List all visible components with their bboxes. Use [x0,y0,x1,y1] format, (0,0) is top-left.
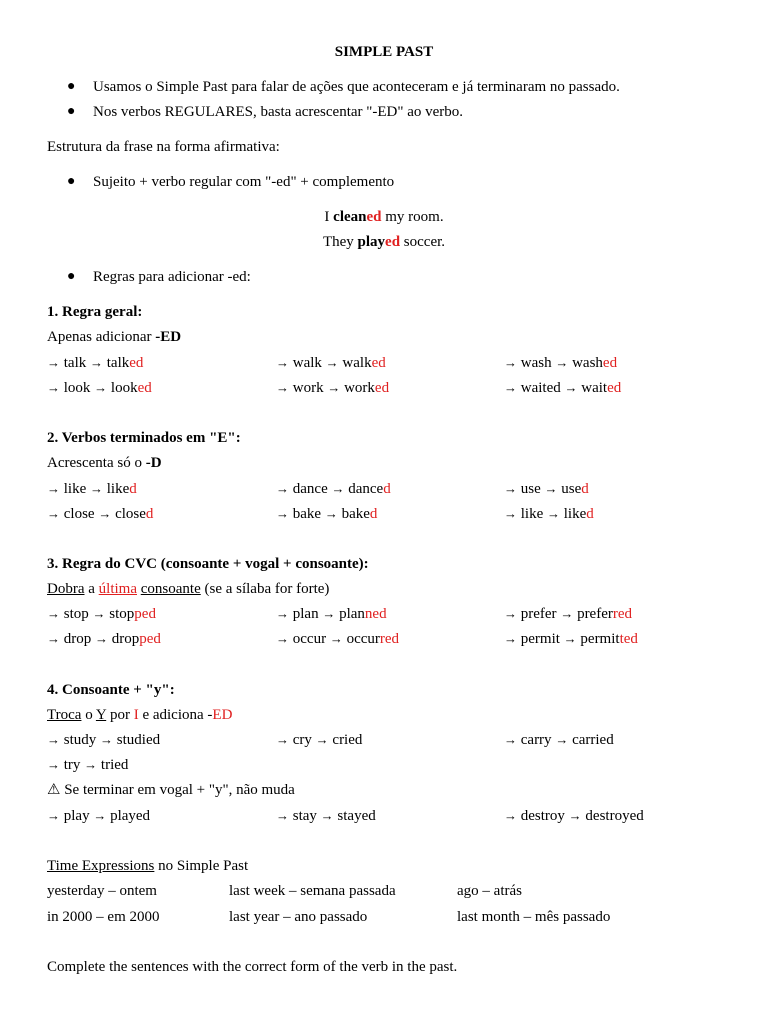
rule3-desc-ultima: última [98,581,137,597]
arrow-icon: → [327,380,341,395]
rule1-description [47,328,181,346]
verb-base: cry [289,732,316,748]
structure-label: Estrutura da frase na forma afirmativa: [47,139,280,155]
arrow-icon: → [555,355,569,370]
time-expression: last month – mês passado [457,909,611,925]
verb-past-suffix: ed [602,355,618,371]
arrow-icon: → [547,506,560,521]
verb-past: cried [328,732,363,748]
example-verb-stem: clean [333,209,367,225]
verb-past: destroyed [581,808,644,824]
verb-base: play [60,808,94,824]
verb-pair [504,630,638,648]
example-sentence-1 [47,208,721,226]
verb-pair [504,354,617,372]
bullet-icon: ● [67,269,76,284]
verb-past-stem: work [340,380,375,396]
arrow-icon: → [84,757,98,772]
verb-past-stem: wait [577,380,608,396]
verb-pair [276,505,377,523]
verb-base: plan [289,606,323,622]
verb-base: wash [517,355,556,371]
example-subject: They [322,234,358,250]
arrow-icon: → [560,606,574,621]
time-expression: last week – semana passada [229,883,396,899]
arrow-icon: → [504,732,517,747]
rule4-desc-y: Y [95,707,107,723]
arrow-icon: → [315,732,329,747]
verb-pair [276,807,376,825]
verb-pair [47,480,137,498]
verb-base: destroy [517,808,569,824]
rule1-desc-text: Apenas adicionar [47,329,156,345]
verb-base: stay [289,808,321,824]
exercise-instruction: Complete the sentences with the correct form of the verb in the past. [47,959,458,975]
arrow-icon: → [325,355,339,370]
example-verb-suffix: ed [385,234,401,250]
verb-past-suffix: d [145,506,154,522]
arrow-icon: → [544,481,558,496]
example-complement: soccer. [400,234,446,250]
arrow-icon: → [47,732,60,747]
verb-pair [47,379,152,397]
rule3-desc-consoante: consoante [140,581,201,597]
arrow-icon: → [322,606,336,621]
arrow-icon: → [276,506,289,521]
verb-past-suffix: ed [137,380,152,396]
verb-past: played [106,808,151,824]
arrow-icon: → [555,732,569,747]
arrow-icon: → [47,631,60,646]
verb-pair [504,480,589,498]
time-expression: ago – atrás [457,883,522,899]
verb-past: carried [568,732,614,748]
verb-pair [276,605,387,623]
verb-past-suffix: d [586,506,594,522]
verb-pair [504,731,614,749]
bullet-icon: ● [67,104,76,119]
rule3-desc-a: a [84,581,99,597]
verb-past-stem: prefer [573,606,613,622]
verb-past-suffix: red [612,606,633,622]
verb-base: permit [517,631,564,647]
intro-bullet-text: Nos verbos REGULARES, basta acrescentar "-ED" ao verbo. [93,104,464,120]
verb-pair [276,731,362,749]
arrow-icon: → [563,631,577,646]
verb-past-suffix: ned [364,606,387,622]
verb-past-suffix: d [369,506,378,522]
verb-past-stem: occur [342,631,380,647]
arrow-icon: → [276,481,289,496]
verb-past-suffix: d [129,481,137,497]
rule3-heading: 3. Regra do CVC (consoante + vogal + consoante): [47,556,369,572]
verb-pair [47,354,143,372]
verb-past-suffix: ed [129,355,144,371]
verb-base: prefer [517,606,561,622]
verb-past-stem: like [103,481,130,497]
arrow-icon: → [276,355,289,370]
verb-past-suffix: ed [371,355,386,371]
verb-past-suffix: ped [139,631,161,647]
arrow-icon: → [504,380,517,395]
rule4-desc-i: I [133,707,139,723]
arrow-icon: → [564,380,578,395]
rule2-desc-text: Acrescenta só o [47,455,146,471]
rules-bullet-text: Regras para adicionar -ed: [93,269,251,285]
arrow-icon: → [331,481,345,496]
example-verb-suffix: ed [366,209,382,225]
rule3-desc-rest: (se a sílaba for forte) [200,581,330,597]
time-expressions-title: Time Expressions [47,858,155,874]
arrow-icon: → [47,355,60,370]
arrow-icon: → [90,481,103,496]
verb-base: like [60,481,90,497]
arrow-icon: → [47,380,60,395]
verb-past-stem: like [560,506,587,522]
verb-past-stem: close [111,506,146,522]
rule1-desc-suffix: -ED [155,329,182,345]
rule3-description [47,580,329,598]
arrow-icon: → [276,732,289,747]
verb-past-suffix: d [581,481,589,497]
verb-pair [504,605,632,623]
verb-pair [276,630,399,648]
verb-past-stem: drop [108,631,140,647]
bullet-icon: ● [67,79,76,94]
verb-past-stem: permit [576,631,620,647]
arrow-icon: → [504,506,517,521]
verb-pair [504,379,621,397]
verb-past-stem: use [557,481,582,497]
arrow-icon: → [329,631,343,646]
rule4-desc-o: o [81,707,96,723]
verb-past-suffix: d [383,481,391,497]
verb-pair [504,807,644,825]
rule1-heading: 1. Regra geral: [47,304,143,320]
verb-base: bake [289,506,325,522]
verb-base: waited [517,380,565,396]
verb-base: study [60,732,101,748]
verb-base: work [289,380,328,396]
bullet-icon: ● [67,174,76,189]
verb-base: try [60,757,85,773]
rule2-desc-suffix: -D [145,455,162,471]
verb-past-suffix: ted [619,631,638,647]
arrow-icon: → [504,808,517,823]
verb-past-stem: stop [105,606,135,622]
arrow-icon: → [504,631,517,646]
arrow-icon: → [324,506,338,521]
verb-base: look [60,380,95,396]
arrow-icon: → [320,808,334,823]
verb-base: drop [60,631,95,647]
verb-past-stem: talk [103,355,130,371]
rule4-desc-troca: Troca [47,707,82,723]
verb-past-stem: plan [335,606,365,622]
verb-base: use [517,481,545,497]
arrow-icon: → [276,380,289,395]
time-expressions-subtitle: no Simple Past [154,858,249,874]
verb-base: carry [517,732,556,748]
arrow-icon: → [100,732,114,747]
rule4-warning: ⚠ Se terminar em vogal + "y", não muda [47,782,295,798]
arrow-icon: → [98,506,112,521]
rule4-desc-ed: ED [212,707,233,723]
arrow-icon: → [93,808,107,823]
structure-bullet-text: Sujeito + verbo regular com "-ed" + complemento [93,174,395,190]
rule4-description [47,706,232,724]
arrow-icon: → [276,808,289,823]
verb-pair [47,756,128,774]
example-subject: I [324,209,334,225]
verb-past: tried [97,757,129,773]
verb-pair [47,605,156,623]
verb-base: dance [289,481,332,497]
arrow-icon: → [95,631,108,646]
arrow-icon: → [504,481,517,496]
arrow-icon: → [47,808,60,823]
verb-past-suffix: ed [607,380,622,396]
example-verb-stem: play [357,234,386,250]
arrow-icon: → [92,606,106,621]
rule4-desc-por: por [106,707,134,723]
time-expression: last year – ano passado [229,909,368,925]
arrow-icon: → [47,606,60,621]
rule2-description [47,454,162,472]
verb-past-suffix: red [379,631,400,647]
verb-base: stop [60,606,93,622]
verb-past-suffix: ed [374,380,390,396]
time-expressions-heading [47,857,248,875]
verb-past-stem: look [107,380,138,396]
verb-pair [276,354,386,372]
verb-pair [276,480,391,498]
verb-pair [47,731,160,749]
arrow-icon: → [504,355,517,370]
arrow-icon: → [94,380,108,395]
example-complement: my room. [381,209,444,225]
verb-past-stem: walk [338,355,372,371]
verb-pair [504,505,594,523]
arrow-icon: → [504,606,517,621]
verb-past-stem: wash [568,355,603,371]
verb-past-stem: dance [344,481,384,497]
verb-pair [47,505,153,523]
verb-past: studied [113,732,161,748]
arrow-icon: → [568,808,582,823]
arrow-icon: → [276,631,289,646]
arrow-icon: → [47,757,60,772]
verb-pair [276,379,389,397]
verb-base: occur [289,631,330,647]
verb-pair [47,630,161,648]
verb-past-stem: bake [337,506,370,522]
arrow-icon: → [90,355,103,370]
page-title: SIMPLE PAST [334,44,434,60]
verb-past: stayed [333,808,376,824]
verb-base: close [60,506,99,522]
rule4-heading: 4. Consoante + "y": [47,682,175,698]
verb-base: talk [60,355,90,371]
verb-past-suffix: ped [134,606,156,622]
example-sentence-2 [47,233,721,251]
rule4-desc-adiciona: e adiciona - [138,707,213,723]
verb-base: walk [289,355,326,371]
time-expression: yesterday – ontem [47,883,157,899]
rule2-heading: 2. Verbos terminados em "E": [47,430,241,446]
time-expression: in 2000 – em 2000 [47,909,160,925]
rule3-desc-dobra: Dobra [47,581,85,597]
arrow-icon: → [47,481,60,496]
verb-pair [47,807,150,825]
arrow-icon: → [47,506,60,521]
verb-base: like [517,506,547,522]
intro-bullet-text: Usamos o Simple Past para falar de ações que aconteceram e já terminaram no passado. [93,79,620,95]
arrow-icon: → [276,606,289,621]
